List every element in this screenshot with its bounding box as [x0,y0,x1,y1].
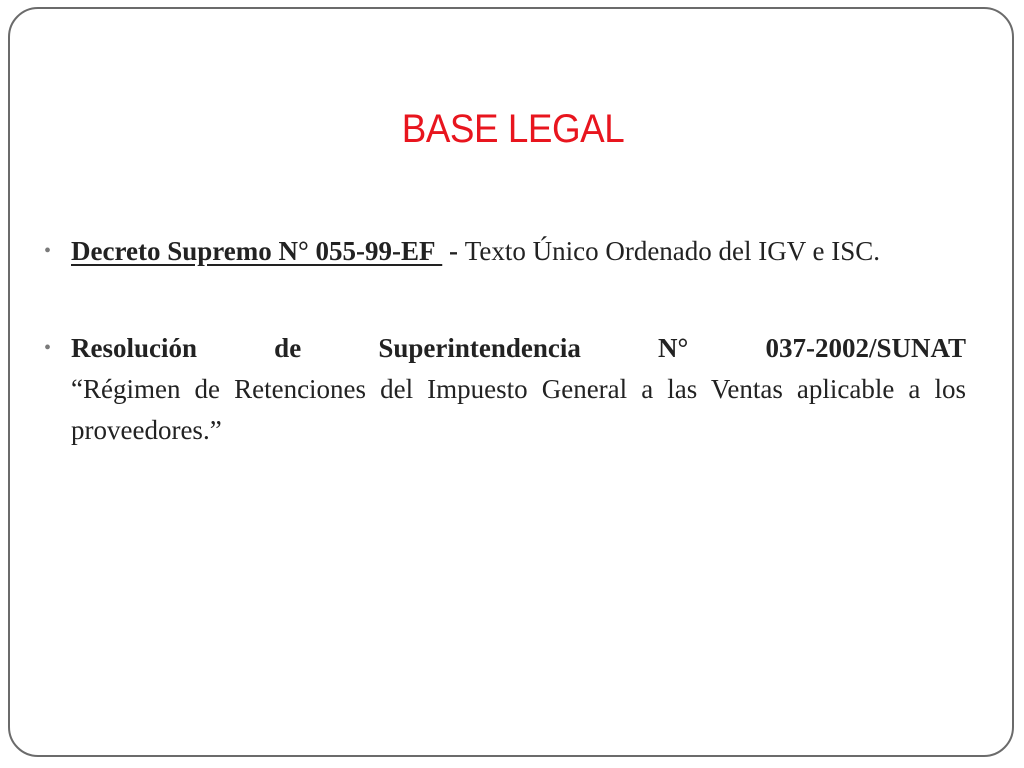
bullet-list [40,231,966,507]
slide-frame [8,7,1014,757]
bullet-item-decreto [40,231,966,272]
legal-reference: Decreto Supremo N° 055-99-EF [71,236,436,266]
legal-description: Texto Único Ordenado del IGV e ISC. [464,236,881,266]
legal-reference: Resolución de Superintendencia N° 037-2002/SUNAT [71,333,966,363]
bullet-dot-icon: • [44,337,52,359]
bullet-dot-icon: • [44,240,52,262]
slide-title: BASE LEGAL [401,107,625,151]
legal-description: “Régimen de Retenciones del Impuesto General a las Ventas aplicable a los proveedores.” [71,374,966,445]
reference-separator: - [442,236,465,266]
bullet-item-resolucion [40,328,966,451]
